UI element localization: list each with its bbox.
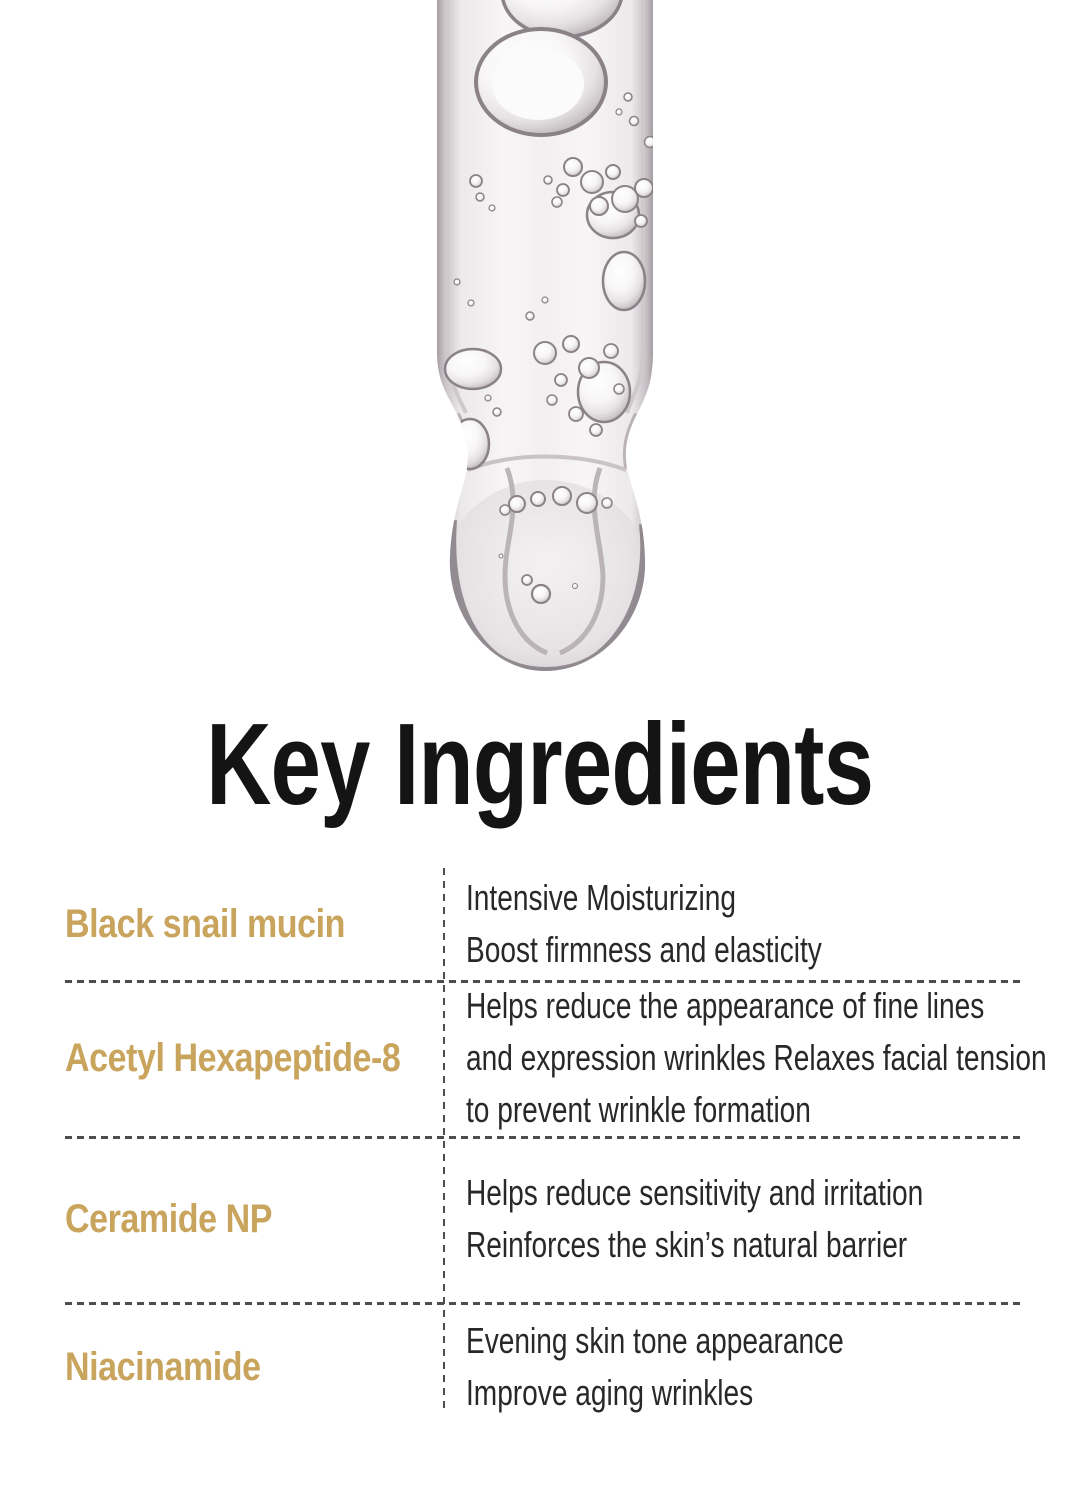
description-line: Reinforces the skin’s natural barrier	[466, 1224, 908, 1265]
page-title-text: Key Ingredients	[206, 699, 874, 829]
ingredient-description	[443, 872, 1020, 976]
ingredient-name-cell	[65, 1036, 443, 1081]
ingredient-name: Niacinamide	[65, 1344, 261, 1389]
column-divider	[443, 868, 445, 1413]
description-line: to prevent wrinkle formation	[466, 1089, 811, 1130]
description-line: Intensive Moisturizing	[466, 877, 737, 918]
page-title	[0, 699, 1080, 829]
ingredient-name-cell	[65, 902, 443, 947]
ingredient-name: Black snail mucin	[65, 901, 346, 946]
table-row	[65, 1136, 1020, 1302]
ingredient-name: Ceramide NP	[65, 1196, 272, 1241]
table-row	[65, 1302, 1020, 1432]
ingredient-description	[443, 980, 1080, 1136]
description-line: Boost firmness and elasticity	[466, 929, 822, 970]
description-line: and expression wrinkles Relaxes facial tension	[466, 1037, 1047, 1078]
description-line: Improve aging wrinkles	[466, 1372, 754, 1413]
description-line: Evening skin tone appearance	[466, 1320, 844, 1361]
ingredient-name-cell	[65, 1197, 443, 1242]
table-row	[65, 868, 1020, 980]
dropper-photo	[0, 0, 1080, 690]
row-divider	[65, 1302, 1020, 1305]
ingredient-description	[443, 1167, 1052, 1271]
description-line: Helps reduce sensitivity and irritation	[466, 1172, 924, 1213]
ingredients-table	[65, 868, 1047, 1432]
ingredient-description	[443, 1315, 1020, 1419]
table-row	[65, 980, 1047, 1136]
ingredient-name: Acetyl Hexapeptide-8	[65, 1035, 401, 1080]
description-line: Helps reduce the appearance of fine lines	[466, 985, 985, 1026]
ingredient-name-cell	[65, 1345, 443, 1390]
row-divider	[65, 1136, 1020, 1139]
